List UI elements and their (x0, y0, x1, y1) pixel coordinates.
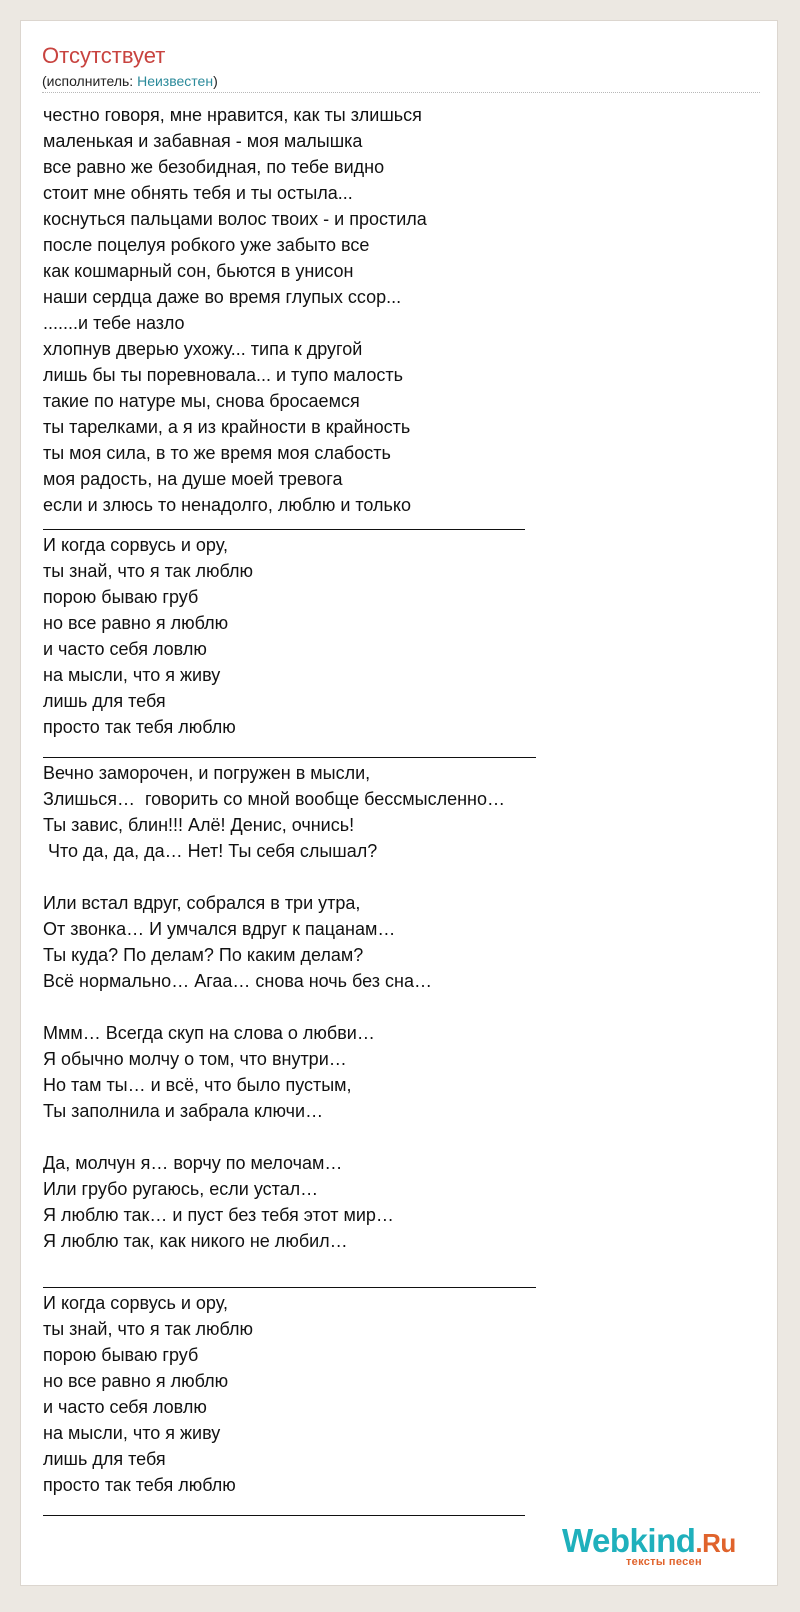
logo-tagline: тексты песен (626, 1556, 702, 1568)
lyrics-verse-2: Вечно заморочен, и погружен в мысли, Злишься… говорить со мной вообще бессмысленно… Ты завис, блин!!! Алё! Денис, очнись! Что да, да, да… Нет! Ты себя слышал? Или встал вдруг, собрался в три утра, От звонка… И умчался вдруг к пацанам… Ты куда? По делам? По каким делам? Всё нормально… Агаа… снова ночь без сна… Ммм… Всегда скуп на слова о любви… Я обычно молчу о том, что внутри… Но там ты… и всё, что было пустым, Ты заполнила и забрала ключи… Да, молчун я… ворчу по мелочам… Или грубо ругаюсь, если устал… Я люблю так… и пуст без тебя этот мир… Я люблю так, как никого не любил… (43, 763, 505, 1251)
separator-line-1 (43, 529, 525, 530)
webkind-logo[interactable] (562, 1522, 752, 1570)
logo-name: Webkind (562, 1522, 696, 1559)
logo-tld: .Ru (695, 1528, 736, 1558)
separator-line-4 (43, 1515, 525, 1516)
artist-prefix: (исполнитель: (42, 73, 138, 89)
lyrics-card (20, 20, 778, 1586)
separator-line-3 (43, 1287, 536, 1288)
artist-line (42, 72, 218, 90)
lyrics-chorus-2: И когда сорвусь и ору, ты знай, что я так люблю порою бываю груб но все равно я люблю и часто себя ловлю на мысли, что я живу лишь для тебя просто так тебя люблю (43, 1293, 254, 1495)
artist-link[interactable]: Неизвестен (137, 73, 214, 89)
header-divider (42, 92, 760, 93)
artist-suffix: ) (213, 73, 218, 89)
song-title: Отсутствует (42, 43, 166, 68)
separator-line-2 (43, 757, 536, 758)
lyrics-verse-1: честно говоря, мне нравится, как ты злишься маленькая и забавная - моя малышка все равно же безобидная, по тебе видно стоит мне обнять тебя и ты остыла... коснуться пальцами волос твоих - и простила после поцелуя робкого уже забыто все как кошмарный сон, бьются в унисон наши сердца даже во время глупых ссор... .......и тебе назло хлопнув дверью ухожу... типа к другой лишь бы ты поревновала... и тупо малость такие по натуре мы, снова бросаемся ты тарелками, а я из крайности в крайность ты моя сила, в то же время моя слабость моя радость, на душе моей тревога если и злюсь то ненадолго, люблю и только (43, 105, 427, 515)
lyrics-chorus-1: И когда сорвусь и ору, ты знай, что я так люблю порою бываю груб но все равно я люблю и часто себя ловлю на мысли, что я живу лишь для тебя просто так тебя люблю (43, 535, 254, 737)
